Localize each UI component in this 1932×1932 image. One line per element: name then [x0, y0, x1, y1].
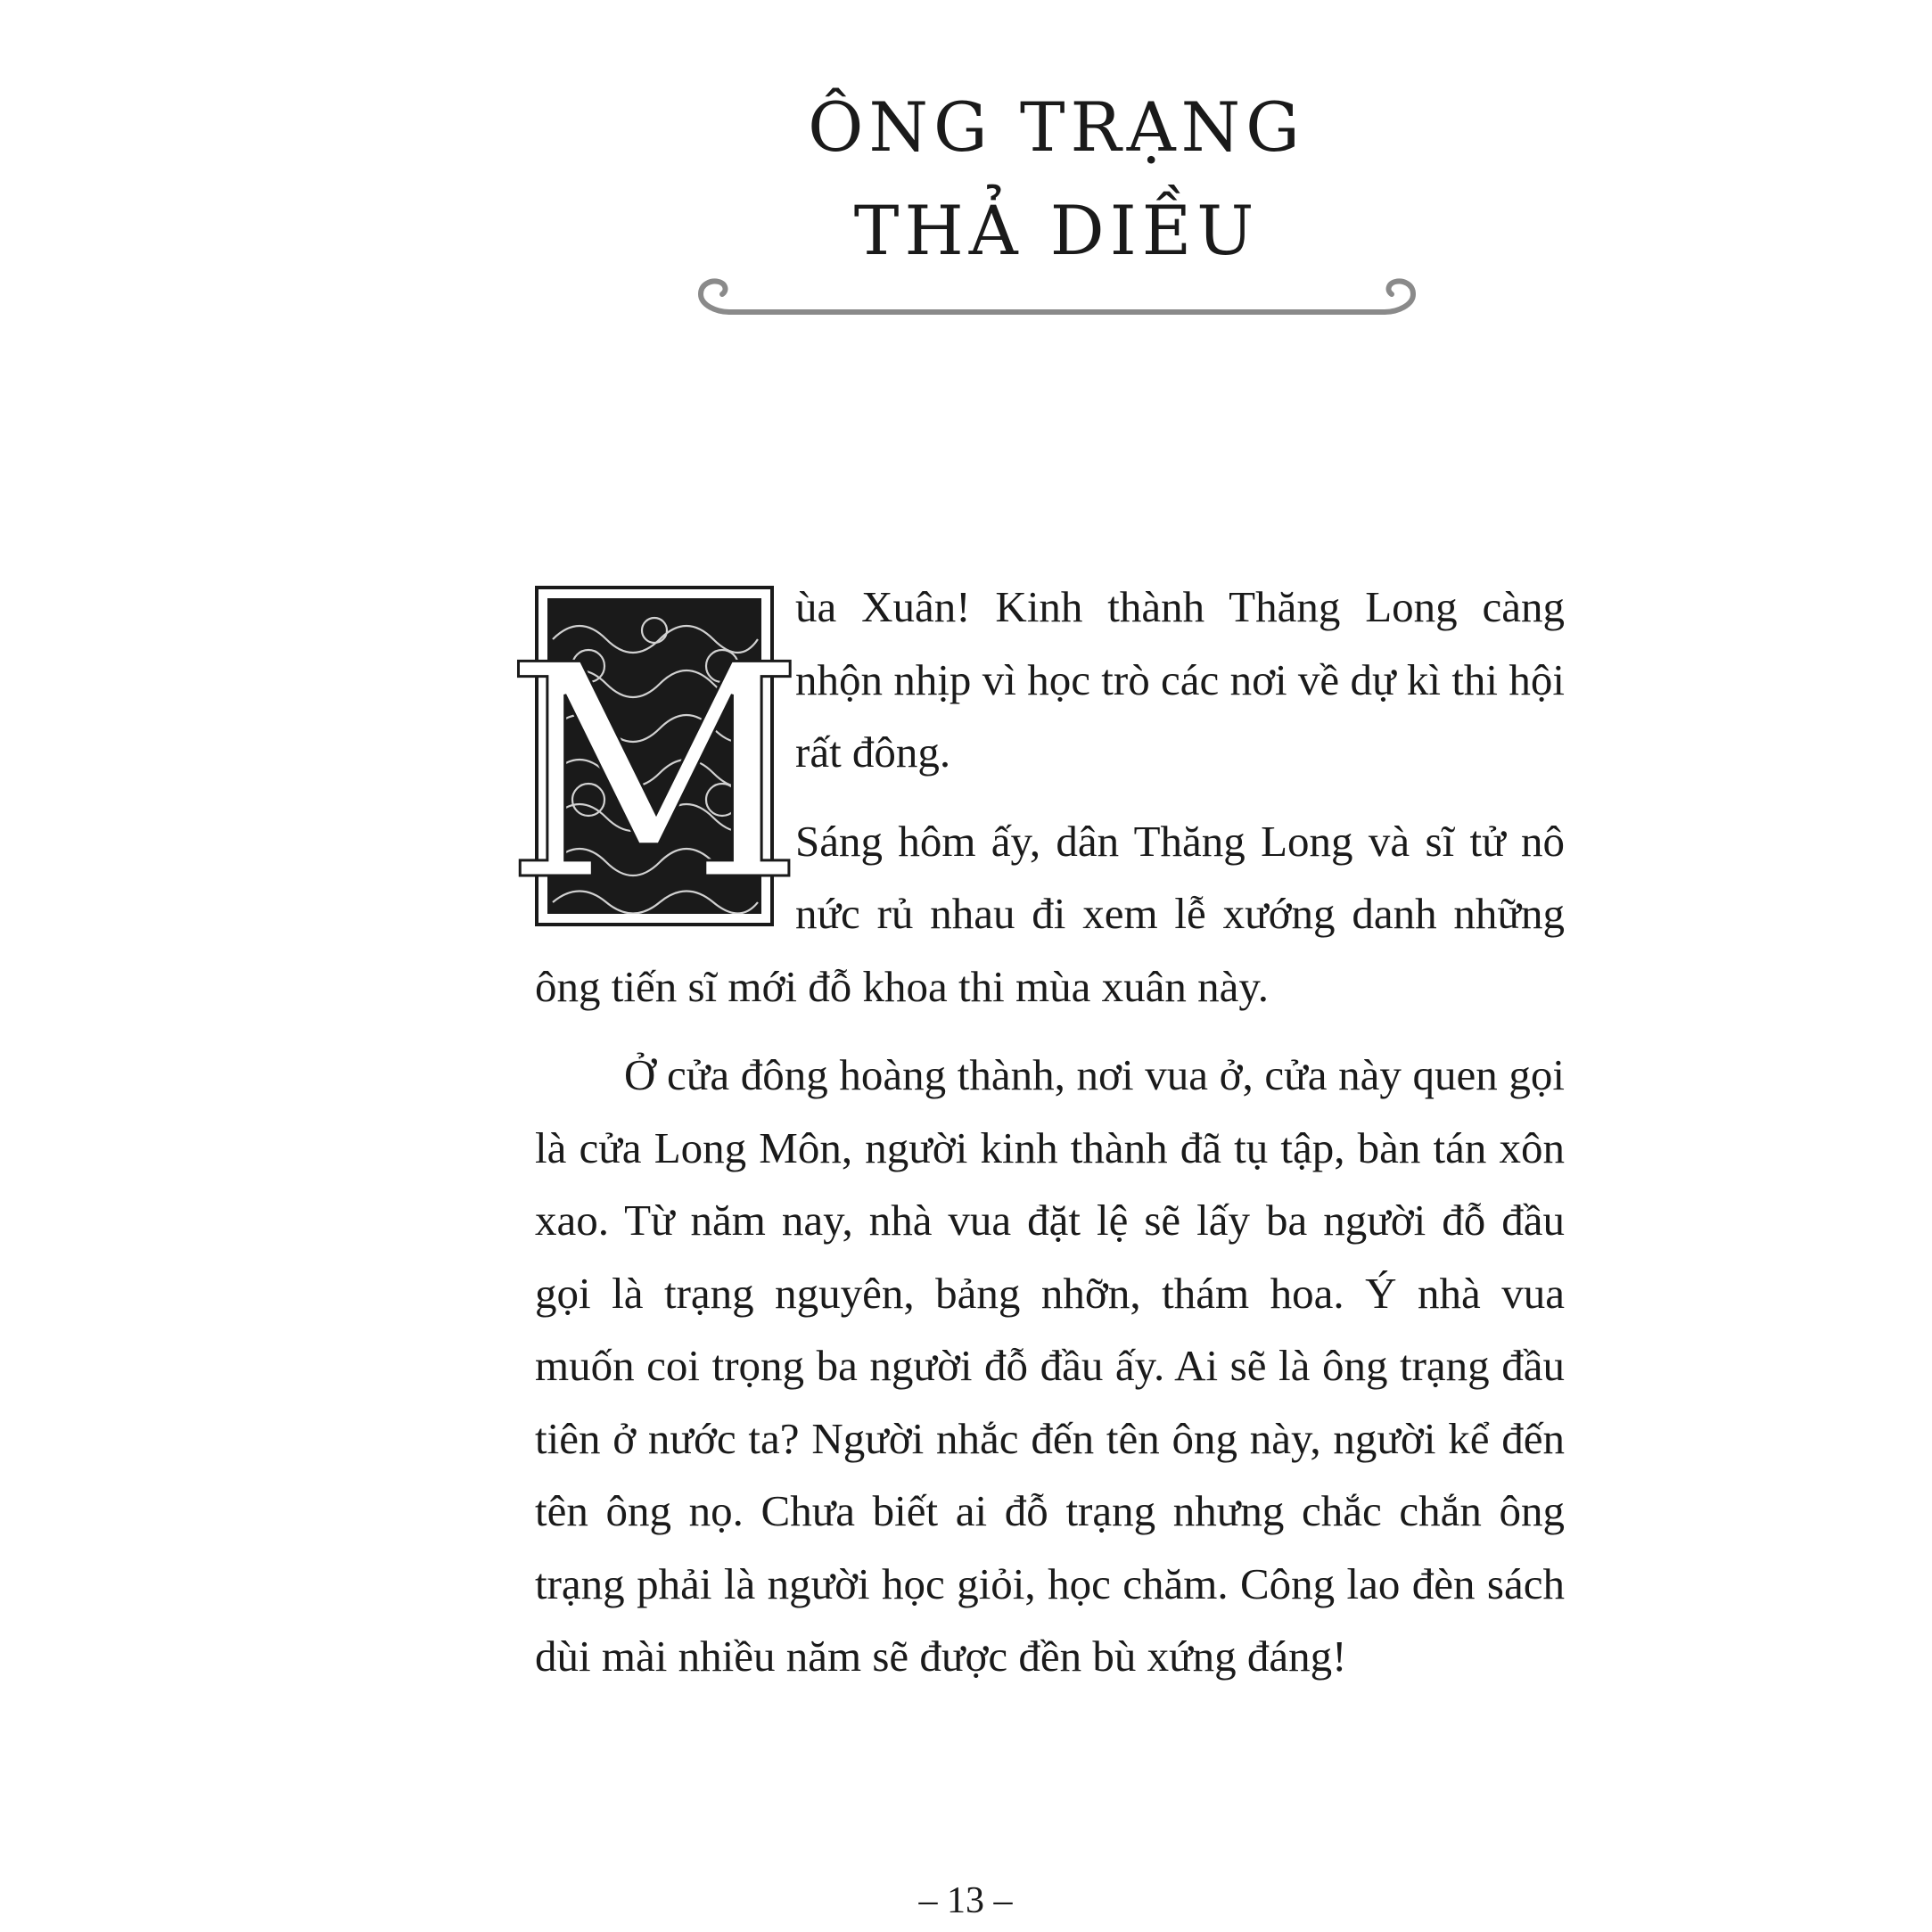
title-divider-ornament: [694, 276, 1420, 325]
paragraph-3: Ở cửa đông hoàng thành, nơi vua ở, cửa này quen gọi là cửa Long Môn, người kinh thành đã tụ tập, bàn tán xôn xao. Từ năm nay, nhà vua đặt lệ sẽ lấy ba người đỗ đầu gọi là trạng nguyên, bảng nhỡn, thám hoa. Ý nhà vua muốn coi trọng ba người đỗ đầu ấy. Ai sẽ là ông trạng đầu tiên ở nước ta? Người nhắc đến tên ông này, người kể đến tên ông nọ. Chưa biết ai đỗ trạng nhưng chắc chắn ông trạng phải là người học giỏi, học chăm. Công lao đèn sách dùi mài nhiều năm sẽ được đền bù xứng đáng!: [535, 1050, 1565, 1681]
paragraph-1: ùa Xuân! Kinh thành Thăng Long càng nhộn nhịp vì học trò các nơi về dự kì thi hội rất đông.: [795, 582, 1565, 777]
title-line-1: ÔNG TRẠNG: [808, 87, 1305, 167]
paragraph-2: Sáng hôm ấy, dân Thăng Long và sĩ tử nô nức rủ nhau đi xem lễ xướng danh những ông tiến sĩ mới đỗ khoa thi mùa xuân này.: [535, 816, 1565, 1011]
chapter-title: [700, 76, 1413, 283]
body-text: [504, 571, 1565, 1693]
title-line-2: THẢ DIỀU: [853, 191, 1260, 270]
dropcap-m-illustration: [504, 586, 805, 945]
dropcap-letter: M: [504, 603, 805, 945]
page-number: – 13 –: [918, 1880, 1013, 1921]
